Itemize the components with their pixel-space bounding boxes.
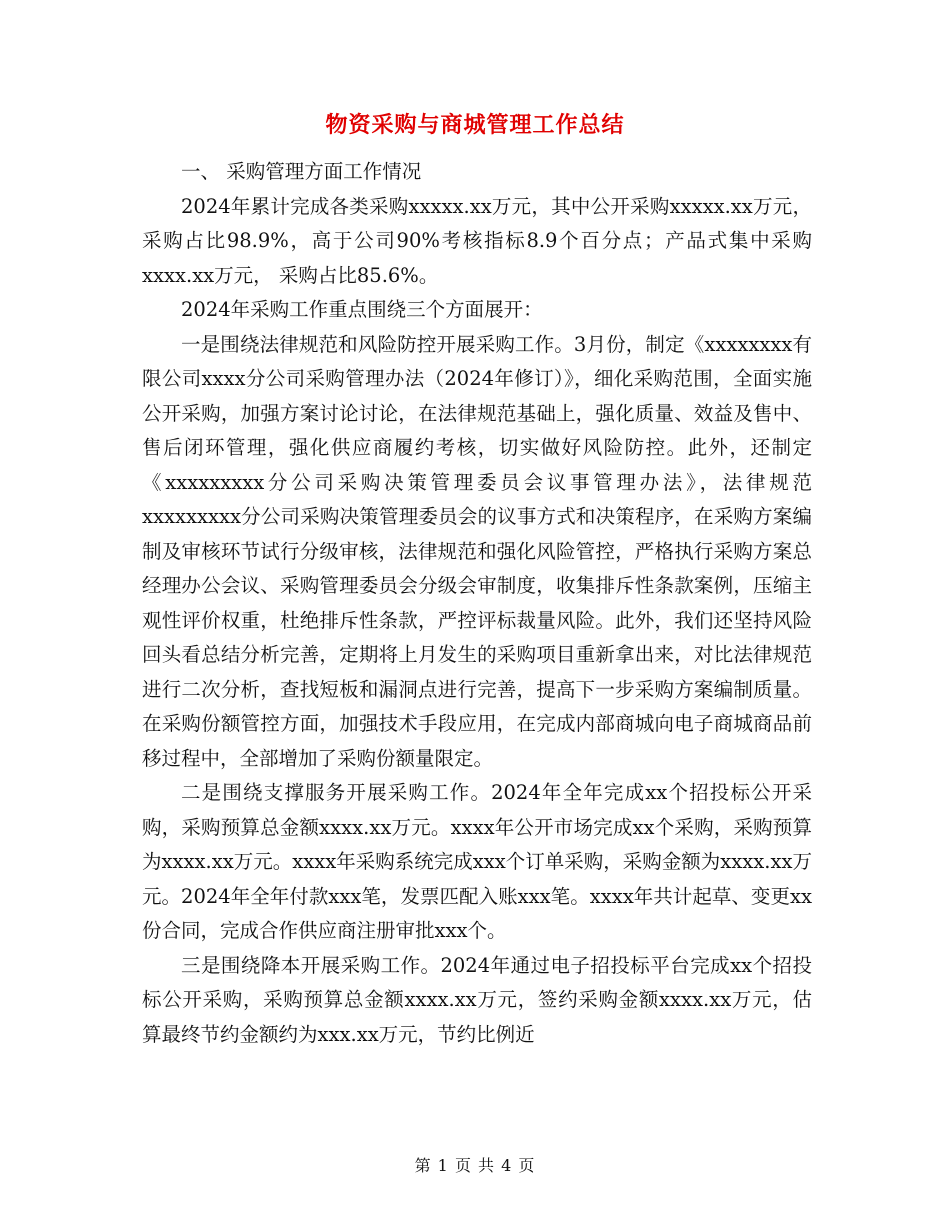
paragraph-point-one: 一是围绕法律规范和风险防控开展采购工作。3月份，制定《xxxxxxxx有限公司xxxx分公司采购管理办法（2024年修订）》，细化采购范围，全面实施公开采购，加强方案讨论讨论，在法律规范基础上，强化质量、效益及售中、售后闭环管理，强化供应商履约考核，切实做好风险防控。此外，还制定《xxxxxxxxx分公司采购决策管理委员会议事管理办法》，法律规范xxxxxxxxx分公司采购决策管理委员会的议事方式和决策程序，在采购方案编制及审核环节试行分级审核，法律规范和强化风险管控，严格执行采购方案总经理办公会议、采购管理委员会分级会审制度，收集排斥性条款案例，压缩主观性评价权重，杜绝排斥性条款，严控评标裁量风险。此外，我们还坚持风险回头看总结分析完善，定期将上月发生的采购项目重新拿出来，对比法律规范进行二次分析，查找短板和漏洞点进行完善，提高下一步采购方案编制质量。在采购份额管控方面，加强技术手段应用，在完成内部商城向电子商城商品前移过程中，全部增加了采购份额量限定。 — [142, 332, 812, 770]
paragraph-point-two: 二是围绕支撑服务开展采购工作。2024年全年完成xx个招投标公开采购，采购预算总金额xxxx.xx万元。xxxx年公开市场完成xx个采购，采购预算为xxxx.xx万元。xxxx年采购系统完成xxx个订单采购，采购金额为xxxx.xx万元。2024年全年付款xxx笔，发票匹配入账xxx笔。xxxx年共计起草、变更xx份合同，完成合作供应商注册审批xxx个。 — [142, 781, 812, 942]
paragraph-intro: 2024年采购工作重点围绕三个方面展开： — [181, 298, 543, 321]
section-heading: 一、 采购管理方面工作情况 — [181, 160, 422, 183]
document-body — [142, 155, 812, 1052]
page-footer: 第 1 页 共 4 页 — [414, 1156, 536, 1175]
document-title: 物资采购与商城管理工作总结 — [325, 112, 625, 138]
paragraph-point-three: 三是围绕降本开展采购工作。2024年通过电子招投标平台完成xx个招投标公开采购，采购预算总金额xxxx.xx万元，签约采购金额xxxx.xx万元，估算最终节约金额约为xxx.xx万元，节约比例近 — [142, 953, 812, 1046]
paragraph-summary: 2024年累计完成各类采购xxxxx.xx万元，其中公开采购xxxxx.xx万元，采购占比98.9%，高于公司90%考核指标8.9个百分点；产品式集中采购xxxx.xx万元， 采购占比85.6%。 — [142, 194, 812, 287]
